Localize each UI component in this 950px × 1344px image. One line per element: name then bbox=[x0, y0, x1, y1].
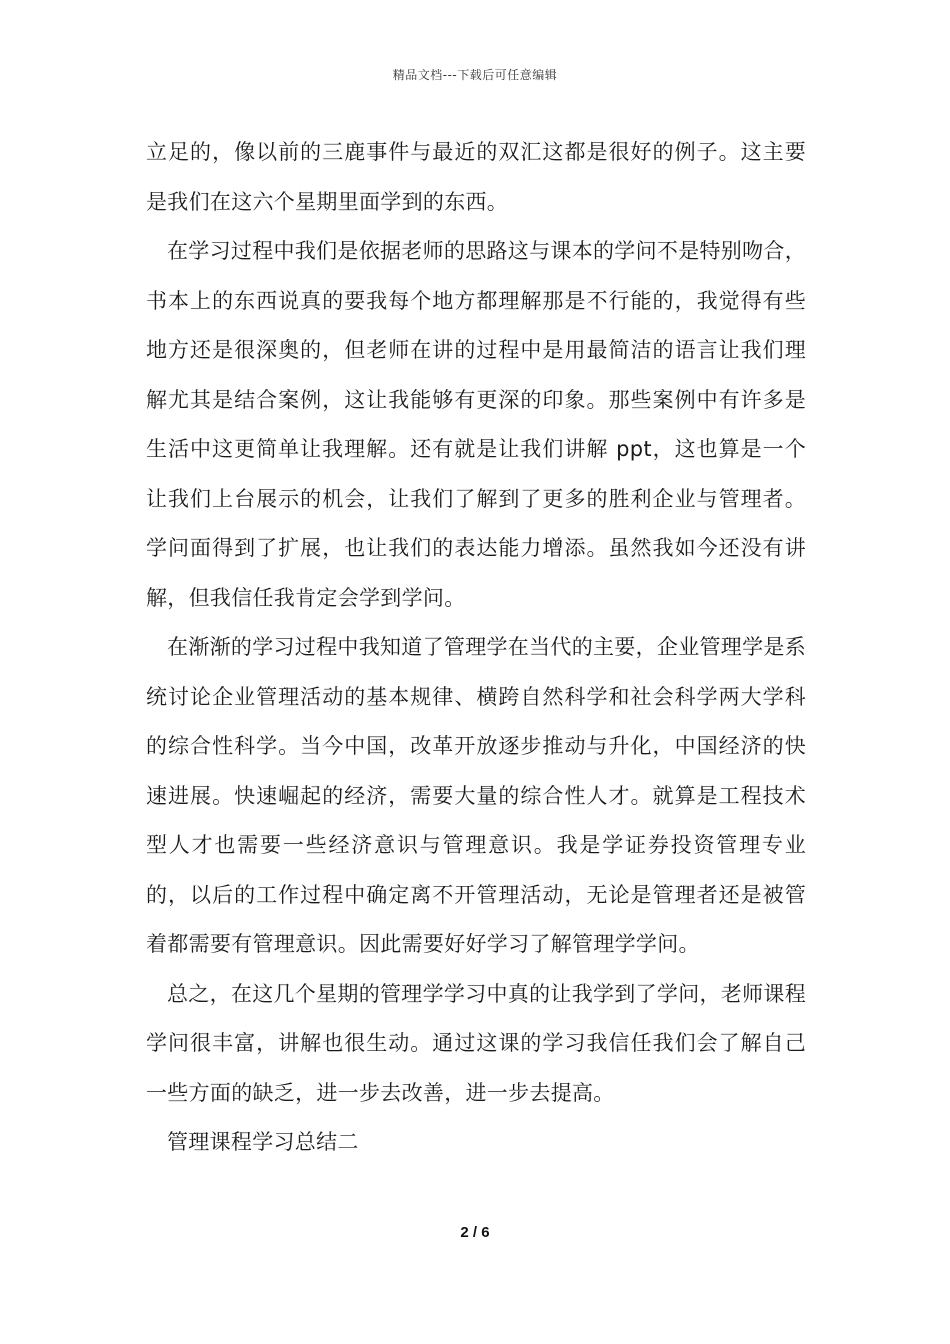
page-header: 精品文档---下载后可任意编辑 bbox=[392, 68, 558, 82]
paragraph-2: 在学习过程中我们是依据老师的思路这与课本的学问不是特别吻合，书本上的东西说真的要我每个地方都理解那是不行能的，我觉得有些地方还是很深奥的，但老师在讲的过程中是用最简洁的语言让我们理解尤其是结合案例，这让我能够有更深的印象。那些案例中有许多是生活中这更简单让我理解。还有就是让我们讲解 ppt，这也算是一个让我们上台展示的机会，让我们了解到了更多的胜利企业与管理者。学问面得到了扩展，也让我们的表达能力增添。虽然我如今还没有讲解，但我信任我肯定会学到学问。 bbox=[146, 239, 806, 610]
page-number: 2 / 6 bbox=[460, 1224, 490, 1241]
paragraph-1: 立足的，像以前的三鹿事件与最近的双汇这都是很好的例子。这主要是我们在这六个星期里面学到的东西。 bbox=[146, 140, 806, 214]
paragraph-3: 在渐渐的学习过程中我知道了管理学在当代的主要，企业管理学是系统讨论企业管理活动的基本规律、横跨自然科学和社会科学两大学科的综合性科学。当今中国，改革开放逐步推动与升化，中国经济的快速进展。快速崛起的经济，需要大量的综合性人才。就算是工程技术型人才也需要一些经济意识与管理意识。我是学证券投资管理专业的，以后的工作过程中确定离不开管理活动，无论是管理者还是被管着都需要有管理意识。因此需要好好学习了解管理学学问。 bbox=[146, 635, 806, 956]
document-body bbox=[146, 128, 806, 1168]
paragraph-4: 总之，在这几个星期的管理学学习中真的让我学到了学问，老师课程学问很丰富，讲解也很生动。通过这课的学习我信任我们会了解自己一些方面的缺乏，进一步去改善，进一步去提高。 bbox=[146, 981, 806, 1105]
section-heading: 管理课程学习总结二 bbox=[167, 1130, 359, 1154]
